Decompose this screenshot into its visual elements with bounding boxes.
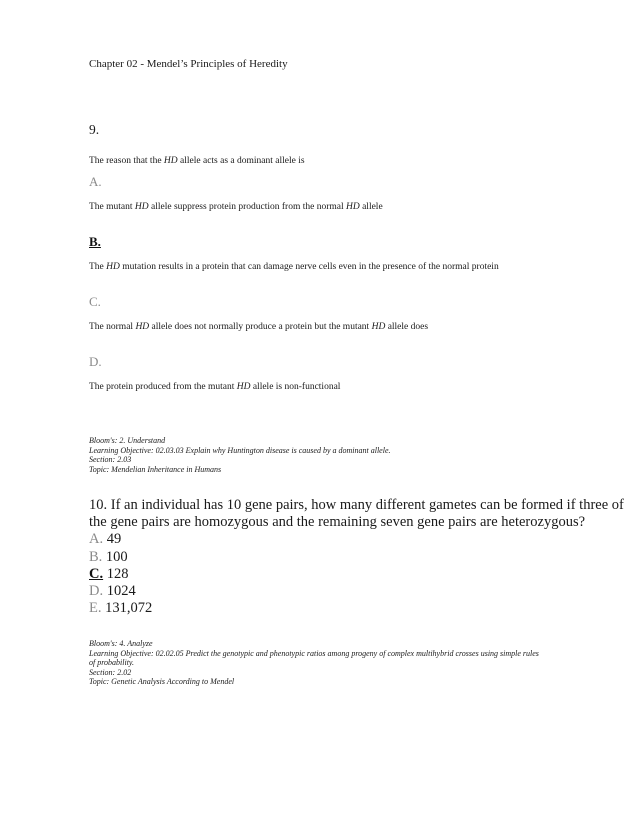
q10-option-c-correct: C. 128 (89, 565, 129, 582)
q10-option-d: D. 1024 (89, 583, 136, 600)
option-d-text: The protein produced from the mutant HD allele is non-functional (89, 382, 341, 392)
option-a-text: The mutant HD allele suppress protein production from the normal HD allele (89, 202, 383, 212)
q10-option-b: B. 100 (89, 548, 128, 565)
option-a-letter: A. (89, 174, 102, 189)
q10-option-d-letter: D. (89, 583, 104, 600)
topic: Topic: Mendelian Inheritance in Humans (89, 464, 222, 474)
question-9-number: 9. (89, 122, 100, 137)
section: Section: 2.02 (89, 667, 132, 677)
option-c-text: The normal HD allele does not normally produce a protein but the mutant HD allele does (89, 322, 429, 332)
option-b-letter-correct: B. (89, 234, 101, 249)
option-d-letter: D. (89, 354, 102, 369)
learning-objective-cont: of probability. (89, 658, 135, 668)
q10-option-e-letter: E. (89, 600, 102, 617)
section: Section: 2.03 (89, 455, 132, 465)
topic: Topic: Genetic Analysis According to Mendel (89, 677, 235, 687)
q10-option-a: A. 49 (89, 531, 122, 548)
q10-option-a-letter: A. (89, 531, 104, 548)
q10-option-b-letter: B. (89, 548, 103, 565)
question-10-stem-line-1: 10. If an individual has 10 gene pairs, how many different gametes can be formed if three of (89, 497, 624, 513)
blooms-level: Bloom's: 4. Analyze (89, 639, 153, 648)
q10-option-e: E. 131,072 (89, 600, 153, 617)
blooms-level: Bloom's: 2. Understand (89, 436, 166, 445)
option-b-text: The HD mutation results in a protein that can damage nerve cells even in the presence of the normal protein (89, 262, 499, 272)
option-c-letter: C. (89, 294, 101, 309)
question-10-stem-line-2: the gene pairs are homozygous and the remaining seven gene pairs are heterozygous? (89, 514, 586, 531)
question-9-metadata (89, 436, 569, 474)
learning-objective: Learning Objective: 02.03.03 Explain why Huntington disease is caused by a dominant allele. (89, 445, 391, 455)
chapter-header: Chapter 02 - Mendel’s Principles of Heredity (89, 58, 288, 70)
question-10-metadata (89, 639, 569, 687)
q10-option-c-letter: C. (89, 565, 104, 582)
question-9-stem: The reason that the HD allele acts as a dominant allele is (89, 156, 305, 166)
question-10 (89, 497, 624, 617)
learning-objective: Learning Objective: 02.02.05 Predict the genotypic and phenotypic ratios among progeny of complex multihybrid crosses using simple rules (89, 648, 539, 658)
